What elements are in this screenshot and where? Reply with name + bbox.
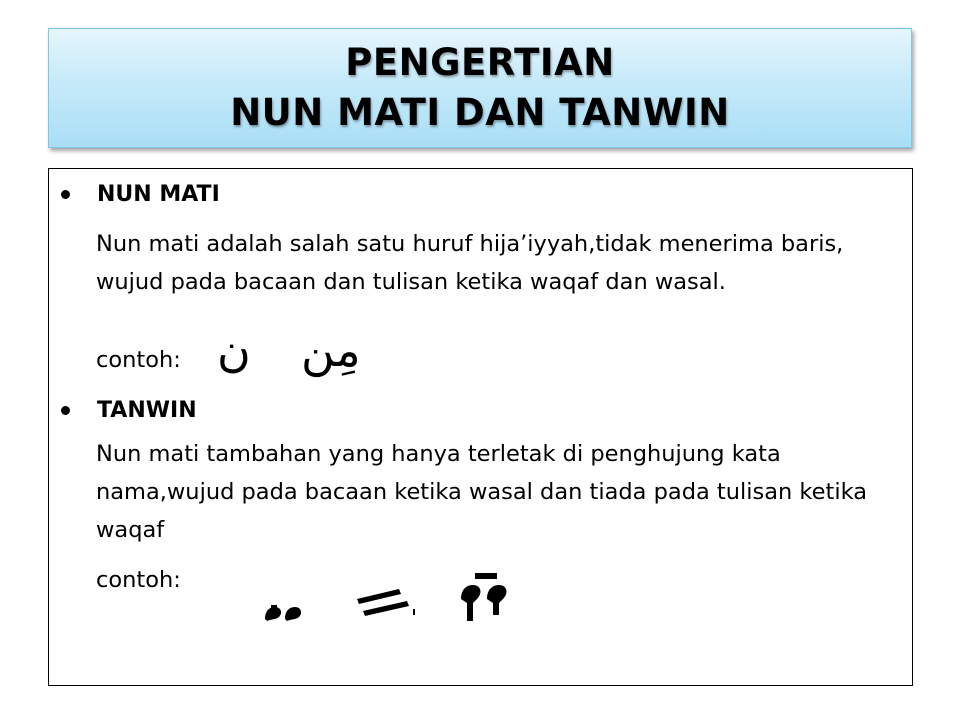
tanwin-kasratain-icon [459,569,515,623]
example-label-tanwin: contoh: [96,567,181,593]
arabic-example-nun: ن [217,323,251,377]
bullet-icon [61,406,70,415]
section-heading-tanwin: TANWIN [97,398,197,423]
section-paragraph-nun-mati: Nun mati adalah salah satu huruf hija’iyyah,tidak menerima baris, wujud pada bacaan dan tulisan ketika waqaf dan wasal. [96,231,844,295]
arabic-example-min: مِن [301,323,361,377]
tanwin-fathatain-icon [355,581,415,621]
page-title-line-2: NUN MATI DAN TANWIN [230,91,730,134]
content-panel [48,168,913,686]
bullet-icon [61,190,70,199]
section-heading-nun-mati: NUN MATI [97,182,220,207]
title-banner [48,28,912,148]
page-title-line-1: PENGERTIAN [345,41,615,84]
tanwin-dammatain-icon [261,581,311,621]
section-paragraph-tanwin: Nun mati tambahan yang hanya terletak di penghujung kata nama,wujud pada bacaan ketika wasal dan tiada pada tulisan ketika waqaf [96,441,867,543]
example-label-nun-mati: contoh: [96,347,181,373]
